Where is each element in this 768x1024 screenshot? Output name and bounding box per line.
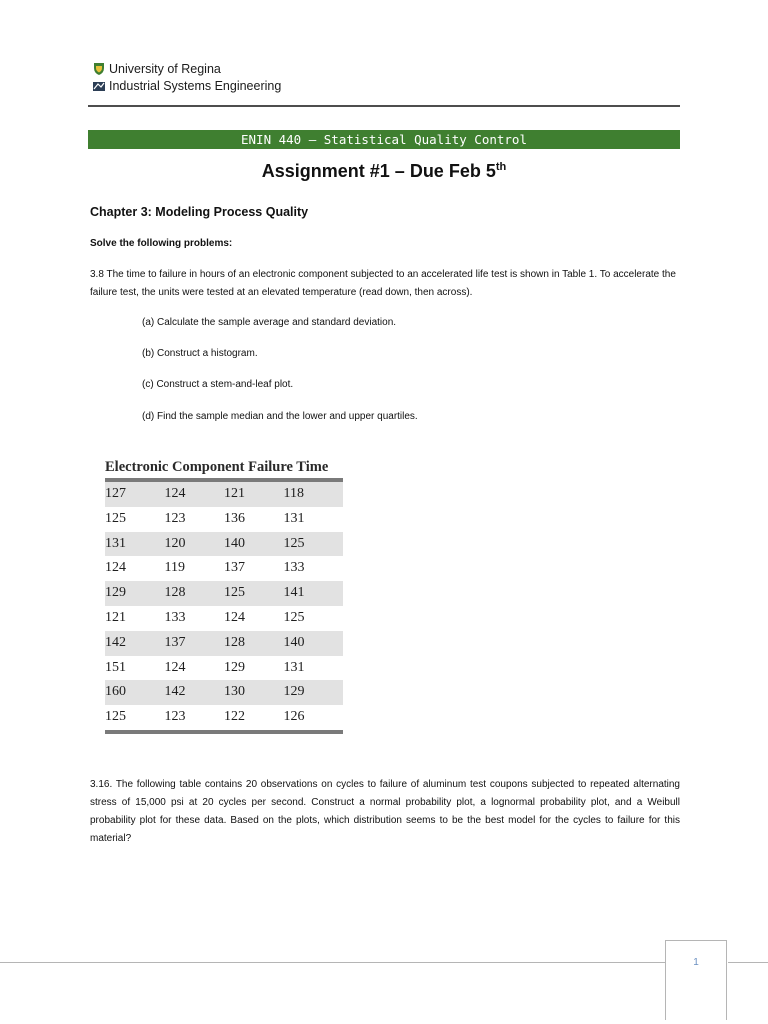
table-cell: 160 xyxy=(105,684,126,700)
footer-rule-right xyxy=(728,962,768,963)
problem-3-8-part-c: (c) Construct a stem-and-leaf plot. xyxy=(142,379,294,390)
university-name: University of Regina xyxy=(109,61,221,76)
table-cell: 133 xyxy=(164,609,186,625)
table-cell: 123 xyxy=(164,709,186,725)
table-cell: 124 xyxy=(224,609,245,625)
table-bottom-rule xyxy=(105,730,343,734)
course-banner: ENIN 440 – Statistical Quality Control xyxy=(88,130,680,149)
table-row xyxy=(105,581,343,606)
table-title: Electronic Component Failure Time xyxy=(105,459,329,475)
table-cell: 123 xyxy=(164,510,186,526)
table-cell: 131 xyxy=(283,659,305,675)
table-row xyxy=(105,606,343,631)
table-cell: 137 xyxy=(164,634,186,650)
table-cell: 131 xyxy=(105,535,126,551)
table-cell: 129 xyxy=(224,659,245,675)
table-cell: 125 xyxy=(105,709,126,725)
assignment-title xyxy=(88,161,680,182)
table-cell: 118 xyxy=(283,486,304,501)
table-cell: 119 xyxy=(164,560,185,576)
engineering-emblem-icon xyxy=(92,79,106,93)
table-cell: 140 xyxy=(224,535,245,551)
university-logo xyxy=(92,60,281,94)
assignment-title-superscript: th xyxy=(495,161,507,173)
table-row xyxy=(105,656,343,681)
table-cell: 127 xyxy=(105,486,126,501)
table-cell: 129 xyxy=(283,684,305,700)
problem-3-8-part-a: (a) Calculate the sample average and standard deviation. xyxy=(142,317,397,328)
table-cell: 128 xyxy=(224,634,245,650)
table-cell: 124 xyxy=(164,659,186,675)
table-cell: 126 xyxy=(283,709,305,725)
table-cell: 124 xyxy=(164,486,186,501)
table-row xyxy=(105,680,343,705)
problem-3-8-part-d: (d) Find the sample median and the lower and upper quartiles. xyxy=(142,411,418,422)
table-cell: 125 xyxy=(283,535,305,551)
table-cell: 130 xyxy=(224,684,245,700)
table-cell: 137 xyxy=(224,560,245,576)
footer-rule-left xyxy=(0,962,665,963)
problem-3-8-part-b: (b) Construct a histogram. xyxy=(142,348,258,359)
table-cell: 125 xyxy=(224,585,245,601)
header-divider xyxy=(88,105,680,107)
table-row xyxy=(105,507,343,532)
failure-time-table xyxy=(105,457,343,734)
table-cell: 125 xyxy=(105,510,126,526)
table-row xyxy=(105,482,343,507)
table-cell: 141 xyxy=(283,585,305,601)
table-body xyxy=(105,482,343,730)
problem-3-8-text: 3.8 The time to failure in hours of an electronic component subjected to an accelerated life test is shown in Table 1. To accelerate the failure test, the units were tested at an elevated temperature (read down, then across). xyxy=(90,269,676,298)
table-cell: 142 xyxy=(105,634,126,650)
table-cell: 131 xyxy=(283,510,305,526)
page-number-box xyxy=(665,940,727,1020)
table-cell: 136 xyxy=(224,510,245,526)
department-name: Industrial Systems Engineering xyxy=(109,78,282,93)
table-row xyxy=(105,556,343,581)
table-cell: 128 xyxy=(164,585,186,601)
table-row xyxy=(105,705,343,730)
table-cell: 140 xyxy=(283,634,305,650)
instructions-text: Solve the following problems: xyxy=(90,238,233,249)
table-cell: 121 xyxy=(224,486,245,501)
table-cell: 151 xyxy=(105,659,126,675)
logo-line-department xyxy=(92,77,281,94)
table-cell: 142 xyxy=(164,684,186,700)
chapter-heading: Chapter 3: Modeling Process Quality xyxy=(90,205,309,219)
table-cell: 133 xyxy=(283,560,305,576)
table-cell: 121 xyxy=(105,609,126,625)
university-crest-icon xyxy=(92,62,106,76)
table-cell: 122 xyxy=(224,709,245,725)
assignment-title-text: Assignment #1 – Due Feb 5 xyxy=(261,161,496,181)
problem-3-16-text: 3.16. The following table contains 20 observations on cycles to failure of aluminum test coupons subjected to repeated alternating stress of 15,000 psi at 20 cycles per second. Construct a normal probability plot, a lognormal probability plot, and a Weibull probability plot for these data. Based on the plots, which distribution seems to be the best model for the cycles to failure for this material? xyxy=(90,779,680,844)
page-number: 1 xyxy=(693,957,699,968)
table-row xyxy=(105,532,343,557)
table-cell: 124 xyxy=(105,560,126,576)
table-cell: 125 xyxy=(283,609,305,625)
table-cell: 129 xyxy=(105,585,126,601)
logo-line-university xyxy=(92,60,281,77)
table-cell: 120 xyxy=(164,535,186,551)
table-row xyxy=(105,631,343,656)
